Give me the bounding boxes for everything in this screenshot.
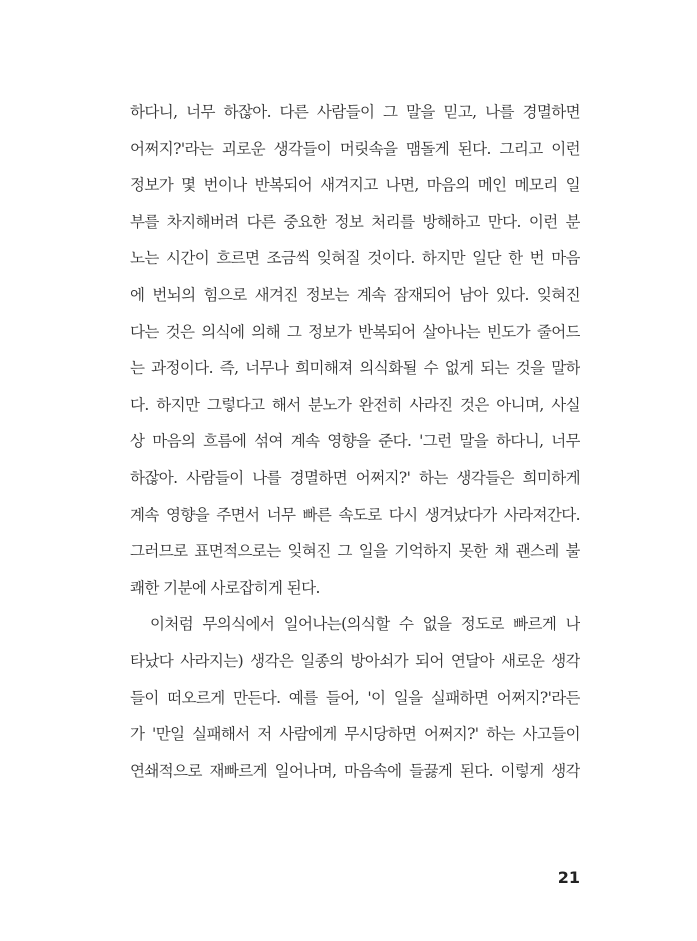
text-line: 다는 것은 의식에 의해 그 정보가 반복되어 살아나는 빈도가 줄어드: [130, 322, 580, 341]
text-line: 가 '만일 실패해서 저 사람에게 무시당하면 어쩌지?' 하는 사고들이: [130, 725, 580, 744]
text-line: 하잖아. 사람들이 나를 경멸하면 어쩌지?' 하는 생각들은 희미하게: [130, 468, 580, 487]
paragraph-end-line: 쾌한 기분에 사로잡히게 된다.: [130, 578, 320, 597]
text-line: 부를 차지해버려 다른 중요한 정보 처리를 방해하고 만다. 이런 분: [130, 212, 580, 231]
text-line: 다. 하지만 그렇다고 해서 분노가 완전히 사라진 것은 아니며, 사실: [130, 395, 580, 414]
text-line: 타났다 사라지는) 생각은 일종의 방아쇠가 되어 연달아 새로운 생각: [130, 651, 580, 670]
page-number: 21: [557, 868, 580, 887]
text-line: 어쩌지?'라는 괴로운 생각들이 머릿속을 맴돌게 된다. 그리고 이런: [130, 139, 580, 158]
body-text: [130, 94, 580, 789]
paragraph-start-line: 이처럼 무의식에서 일어나는(의식할 수 없을 정도로 빠르게 나: [150, 615, 580, 634]
text-line: 는 과정이다. 즉, 너무나 희미해져 의식화될 수 없게 되는 것을 말하: [130, 359, 580, 378]
text-line: 들이 떠오르게 만든다. 예를 들어, '이 일을 실패하면 어쩌지?'라든: [130, 688, 580, 707]
text-line: 정보가 몇 번이나 반복되어 새겨지고 나면, 마음의 메인 메모리 일: [130, 176, 580, 195]
text-line: 상 마음의 흐름에 섞여 계속 영향을 준다. '그런 말을 하다니, 너무: [130, 432, 580, 451]
text-line: 하다니, 너무 하잖아. 다른 사람들이 그 말을 믿고, 나를 경멸하면: [130, 103, 580, 121]
text-line: 에 번뇌의 힘으로 새겨진 정보는 계속 잠재되어 남아 있다. 잊혀진: [130, 285, 580, 304]
text-line: 노는 시간이 흐르면 조금씩 잊혀질 것이다. 하지만 일단 한 번 마음: [130, 249, 580, 268]
text-line: 그러므로 표면적으로는 잊혀진 그 일을 기억하지 못한 채 괜스레 불: [130, 542, 580, 561]
text-line: 계속 영향을 주면서 너무 빠른 속도로 다시 생겨났다가 사라져간다.: [130, 505, 580, 524]
text-line: 연쇄적으로 재빠르게 일어나며, 마음속에 들끓게 된다. 이렇게 생각: [130, 761, 580, 780]
